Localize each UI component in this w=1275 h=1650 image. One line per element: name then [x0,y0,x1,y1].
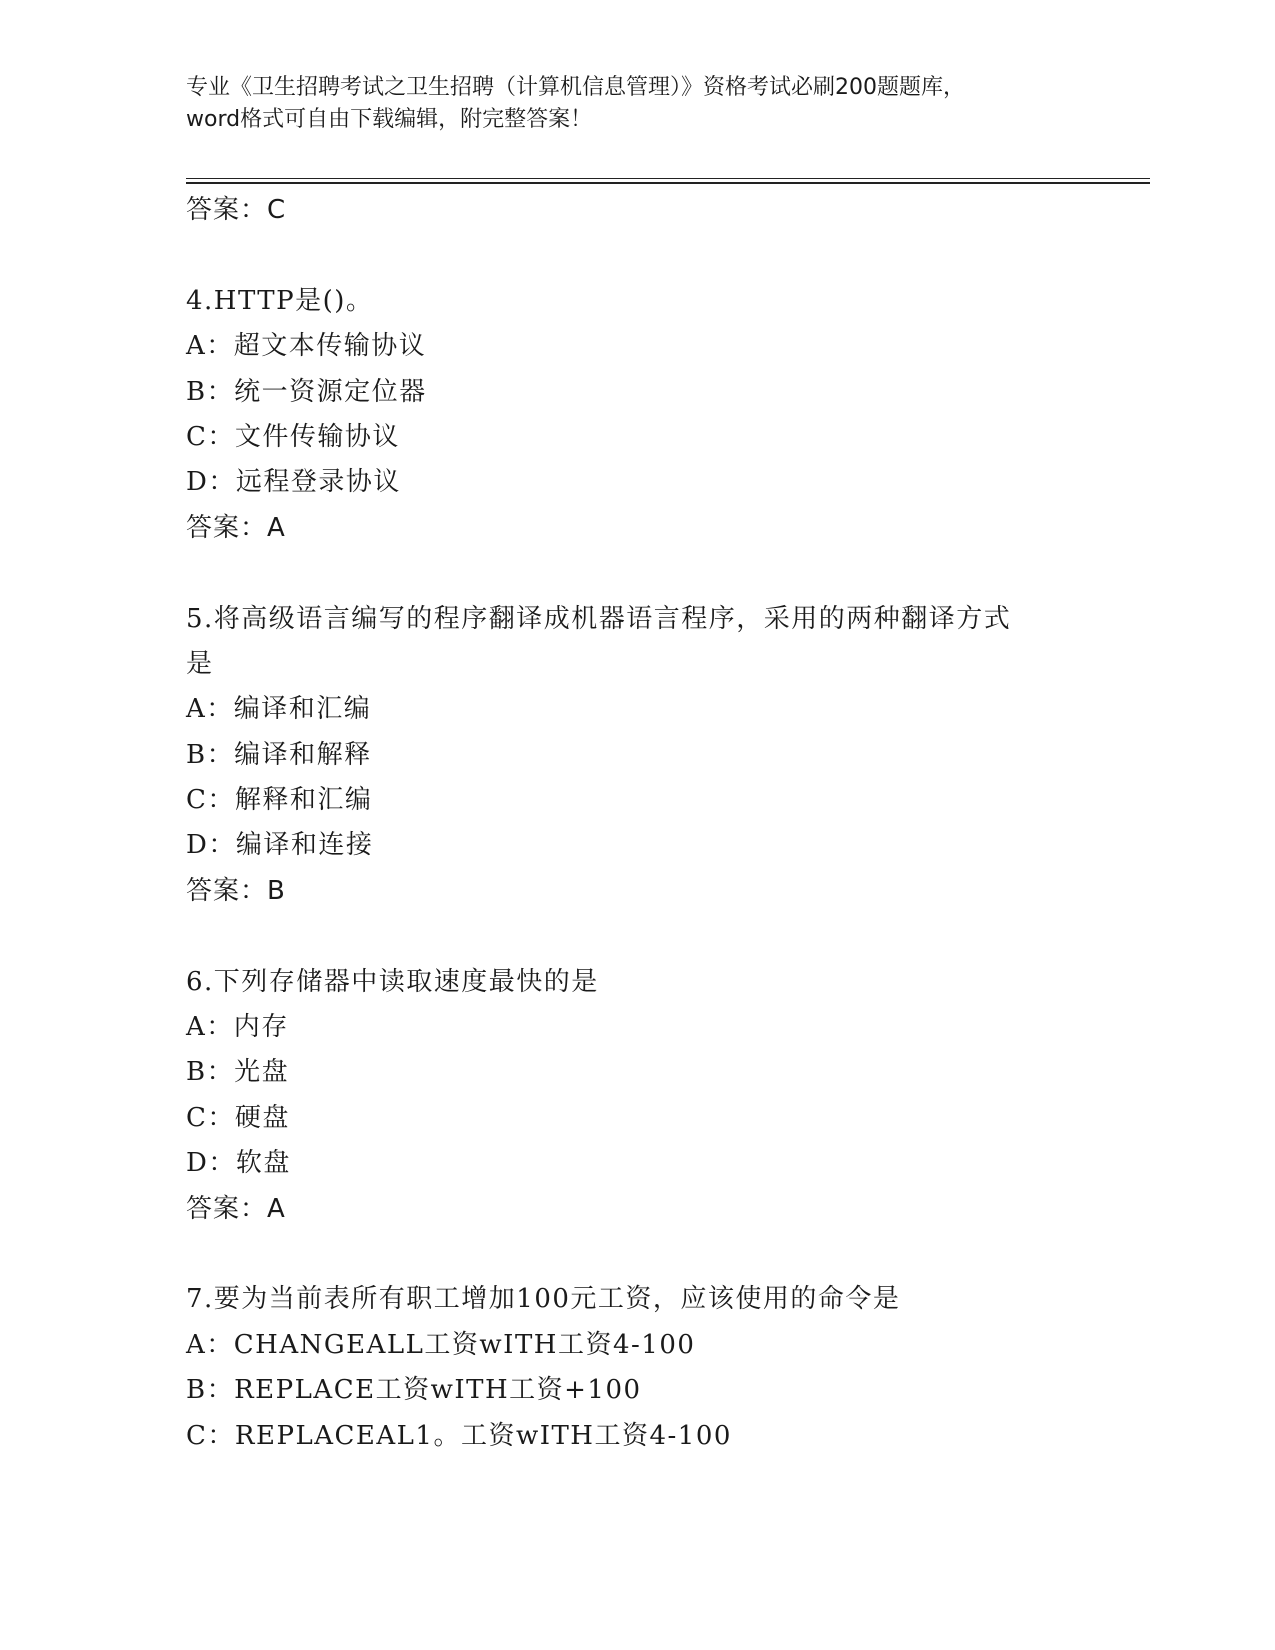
answer-option: B：光盘 [186,1057,290,1088]
answer-key: 答案：C [186,195,287,225]
answer-key: 答案：A [186,1193,286,1224]
answer-option: C：文件传输协议 [186,421,400,452]
answer-key: 答案：B [186,875,286,906]
answer-option: B：编译和解释 [186,739,372,770]
document-header [186,72,1066,136]
block-spacer [186,551,1086,596]
question-text: 6.下列存储器中读取速度最快的是 [186,966,599,997]
answer-option: C：解释和汇编 [186,785,373,816]
answer-option: C：硬盘 [186,1102,290,1133]
question-text: 4.HTTP是()。 [186,285,374,316]
question-text: 5.将高级语言编写的程序翻译成机器语言程序，采用的两种翻译方式 [186,603,1012,634]
answer-option: C：REPLACEAL1。工资wITH工资4-100 [186,1420,732,1451]
question-list [186,188,1086,1459]
header-rule-thick [186,182,1150,184]
answer-option: A：内存 [186,1012,289,1043]
answer-key: 答案：A [186,512,286,543]
header-line-2: word格式可自由下载编辑，附完整答案！ [186,107,593,132]
answer-option: D：软盘 [186,1148,291,1179]
answer-option: A：编译和汇编 [186,694,372,725]
question-text: 7.要为当前表所有职工增加100元工资，应该使用的命令是 [186,1284,901,1315]
answer-option: D：远程登录协议 [186,467,401,498]
header-line-1: 专业《卫生招聘考试之卫生招聘（计算机信息管理）》资格考试必刷200题题库， [186,75,965,100]
answer-option: D：编译和连接 [186,830,374,861]
answer-option: A：CHANGEALL工资wITH工资4-100 [186,1329,696,1360]
answer-option: A：超文本传输协议 [186,331,427,362]
block-spacer [186,233,1086,278]
answer-option: B：统一资源定位器 [186,376,427,407]
block-spacer [186,914,1086,959]
question-text: 是 [186,648,214,679]
header-rule-thin [186,178,1150,179]
block-spacer [186,1232,1086,1277]
answer-option: B：REPLACE工资wITH工资+100 [186,1375,642,1406]
